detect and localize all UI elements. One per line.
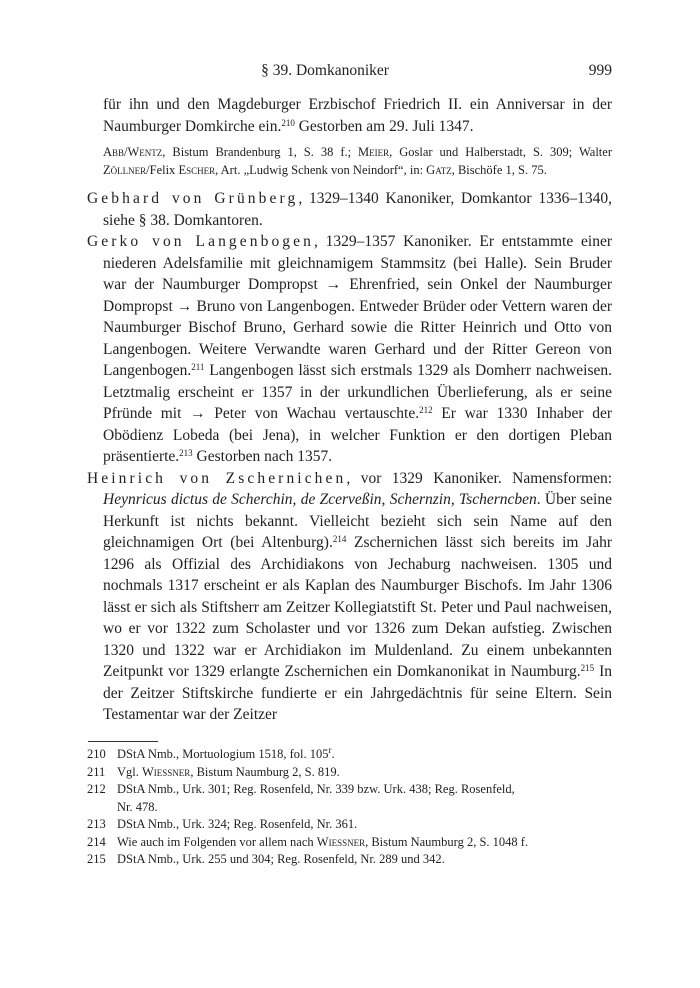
footnote-ref[interactable]: 212 bbox=[419, 405, 433, 415]
footnote-number: 214 bbox=[87, 834, 106, 849]
entry-gerko: Gerko von Langenbogen, 1329–1357 Kanoniker. Er entstammte einer niederen Adelsfamilie mit gleichnamigem Stammsitz (bei Halle). Sein Bruder war der Naumburger Dompropst → Ehrenfried, sein Onkel der Naumburger Dompropst → Bruno von Langenbogen. Entweder Brüder oder Vettern waren der Naumburger Bischof Bruno, Gerhard sowie die Ritter Heinrich und Otto von Langenbogen. Weitere Verwandte waren Gerhard und der Ritter Gereon von Langenbogen.$^{211}$ Langenbogen lässt sich erstmals 1329 als Domherr nachweisen. Letztmalig erscheint er 1357 in der urkundlichen Überlieferung, als er seine Pfründe mit → Peter von Wachau vertauschte.$^{212}$ Er war 1330 Inhaber der Obödienz Lobeda (bei Jena), in welcher Funktion er den dortigen Pleban präsentierte.$^{213}$ Gestorben nach 1357. bbox=[87, 233, 612, 465]
footnote-212: 212 DStA Nmb., Urk. 301; Reg. Rosenfeld, Nr. 339 bzw. Urk. 438; Reg. Rosenfeld, bbox=[87, 781, 612, 799]
footnote-210: 210 DStA Nmb., Mortuologium 1518, fol. 105$^r$. bbox=[87, 746, 612, 764]
footnote-number: 213 bbox=[87, 817, 106, 831]
bibliography-note: Abb/Wentz, Bistum Brandenburg 1, S. 38 f.; Meier, Goslar und Halberstadt, S. 309; Walter Zöllner/Felix Escher, Art. „Ludwig Schenk von Neindorf“, in: Gatz, Bischöfe 1, S. 75. bbox=[103, 145, 612, 177]
footnote-211: 211 Vgl. Wiessner, Bistum Naumburg 2, S. 819. bbox=[87, 764, 612, 782]
running-head: § 39. Domkanoniker bbox=[261, 62, 389, 79]
continued-paragraph: für ihn und den Magdeburger Erzbischof Friedrich II. ein Anniversar in der Naumburger Domkirche ein.$^{210}$ Gestorben am 29. Juli 1347. bbox=[103, 96, 612, 135]
footnote-213: 213 DStA Nmb., Urk. 324; Reg. Rosenfeld, Nr. 361. bbox=[87, 816, 612, 834]
footnote-number: 210 bbox=[87, 747, 106, 761]
name-forms: Heynricus dictus de Scherchin, de Zcerveßin, Schernzin, Tscherncben bbox=[103, 491, 537, 508]
entry-name: Gerko von Langenbogen bbox=[87, 233, 314, 250]
main-text bbox=[87, 94, 612, 726]
footnote-ref[interactable]: 215 bbox=[580, 663, 595, 673]
entry-name: Gebhard von Grünberg bbox=[87, 190, 299, 207]
page-header bbox=[0, 59, 700, 83]
footnote-number: 215 bbox=[87, 852, 106, 866]
footnote-ref[interactable]: 213 bbox=[179, 448, 193, 458]
entry-heinrich: Heinrich von Zschernichen, vor 1329 Kanoniker. Namensformen: Heynricus dictus de Scherchin, de Zcerveßin, Schernzin, Tscherncben. Über seine Herkunft ist nichts bekannt. Vielleicht bezieht sich sein Name auf den gleichnamigen Ort (bei Altenburg).$^{214}$ Zschernichen lässt sich bereits im Jahr 1296 als Offizial des Archidiakons von Jechaburg nachweisen. 1305 und nochmals 1317 erscheint er als Kaplan des Naumburger Bischofs. Im Jahr 1306 lässt er sich als Stiftsherr am Zeitzer Kollegiatstift St. Peter und Paul nachweisen, wo er vor 1322 zum Scholaster und vor 1326 zum Dekan aufstieg. Zwischen 1320 und 1322 war er Archidiakon im Muldenland. Zu einem unbekannten Zeitpunkt vor 1329 erlangte Zschernichen ein Domkanonikat in Naumburg.$^{215}$ In der Zeitzer Stiftskirche fundierte er ein Jahrgedächtnis für seine Eltern. Sein Testamentar war der Zeitzer bbox=[87, 469, 613, 723]
footnote-number: 212 bbox=[87, 782, 106, 796]
footnote-divider bbox=[88, 741, 158, 742]
footnote-ref[interactable]: 214 bbox=[332, 534, 347, 544]
footnote-ref[interactable]: 211 bbox=[191, 362, 205, 372]
page-number: 999 bbox=[588, 62, 612, 79]
entry-gebhard: Gebhard von Grünberg, 1329–1340 Kanoniker, Domkantor 1336–1340, siehe § 38. Domkantoren. bbox=[87, 190, 612, 229]
entry-name: Heinrich von Zschernichen bbox=[87, 469, 347, 487]
footnotes bbox=[87, 746, 612, 869]
footnote-number: 211 bbox=[87, 764, 106, 779]
footnote-ref[interactable]: 210 bbox=[281, 117, 295, 128]
footnote-215: 215 DStA Nmb., Urk. 255 und 304; Reg. Rosenfeld, Nr. 289 und 342. bbox=[87, 851, 612, 869]
footnote-214: 214 Wie auch im Folgenden vor allem nach Wiessner, Bistum Naumburg 2, S. 1048 f. bbox=[87, 834, 612, 852]
footnote-212-continuation: Nr. 478. bbox=[117, 799, 158, 814]
